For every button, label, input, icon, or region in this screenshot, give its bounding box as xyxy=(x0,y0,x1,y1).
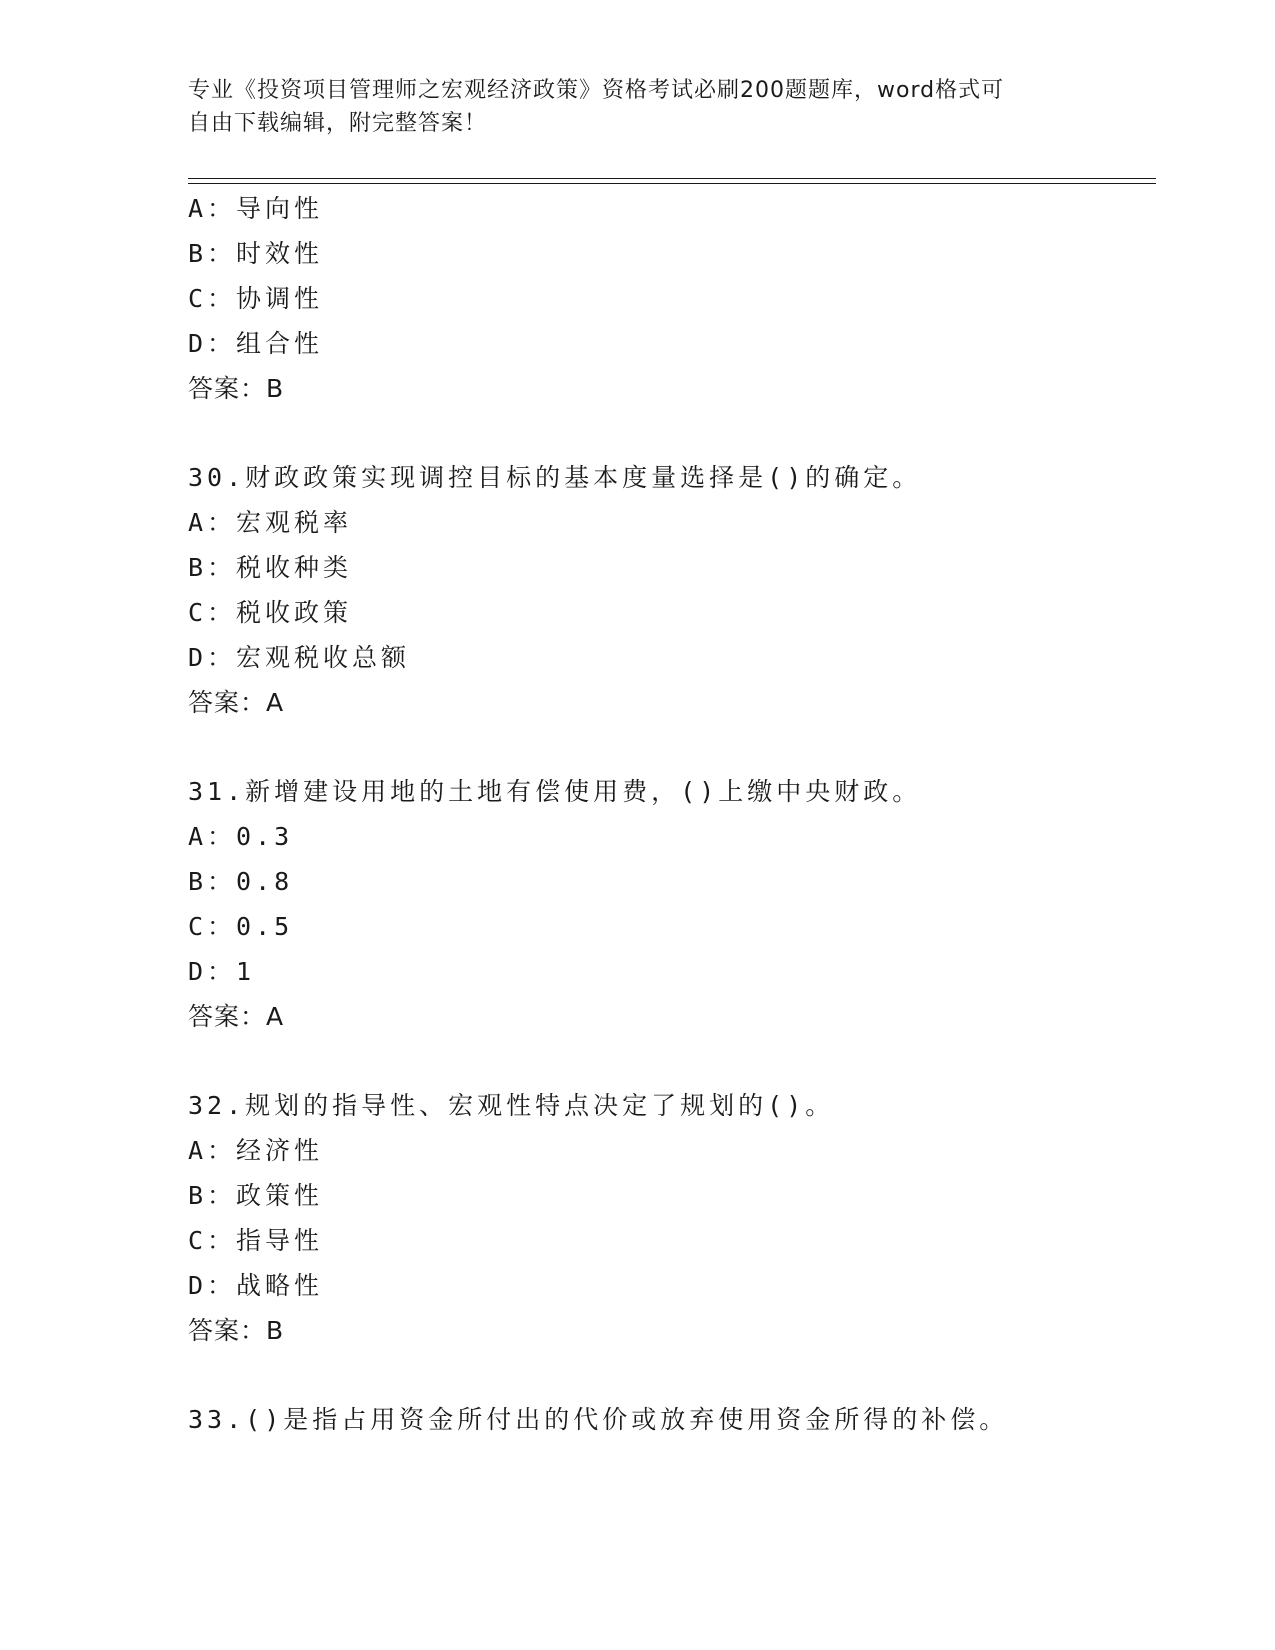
question-33: 33.()是指占用资金所付出的代价或放弃使用资金所得的补偿。 xyxy=(188,1405,1009,1434)
header-divider-top xyxy=(188,178,1156,179)
option-c: C：指导性 xyxy=(188,1226,324,1255)
header-line-1: 专业《投资项目管理师之宏观经济政策》资格考试必刷200题题库，word格式可 xyxy=(188,78,1005,103)
question-31: 31.新增建设用地的土地有偿使用费，()上缴中央财政。 xyxy=(188,777,922,806)
header-divider-bottom xyxy=(188,183,1156,184)
option-a: A：导向性 xyxy=(188,194,324,223)
option-a: A：0.3 xyxy=(188,822,294,851)
answer: 答案：A xyxy=(188,688,285,717)
option-d: D：组合性 xyxy=(188,329,324,358)
option-b: B：政策性 xyxy=(188,1181,324,1210)
document-header xyxy=(188,74,1068,140)
question-32: 32.规划的指导性、宏观性特点决定了规划的()。 xyxy=(188,1091,835,1120)
option-b: B：时效性 xyxy=(188,239,324,268)
option-d: D：战略性 xyxy=(188,1271,324,1300)
answer: 答案：B xyxy=(188,374,285,403)
header-line-2: 自由下载编辑，附完整答案！ xyxy=(188,111,488,136)
option-a: A：宏观税率 xyxy=(188,508,353,537)
option-b: B：税收种类 xyxy=(188,553,353,582)
option-d: D：宏观税收总额 xyxy=(188,643,411,672)
answer: 答案：B xyxy=(188,1316,285,1345)
option-b: B：0.8 xyxy=(188,867,294,896)
option-c: C：协调性 xyxy=(188,284,324,313)
question-30: 30.财政政策实现调控目标的基本度量选择是()的确定。 xyxy=(188,463,922,492)
option-c: C：0.5 xyxy=(188,912,294,941)
option-a: A：经济性 xyxy=(188,1136,324,1165)
option-d: D：1 xyxy=(188,957,256,986)
answer: 答案：A xyxy=(188,1002,285,1031)
option-c: C：税收政策 xyxy=(188,598,353,627)
